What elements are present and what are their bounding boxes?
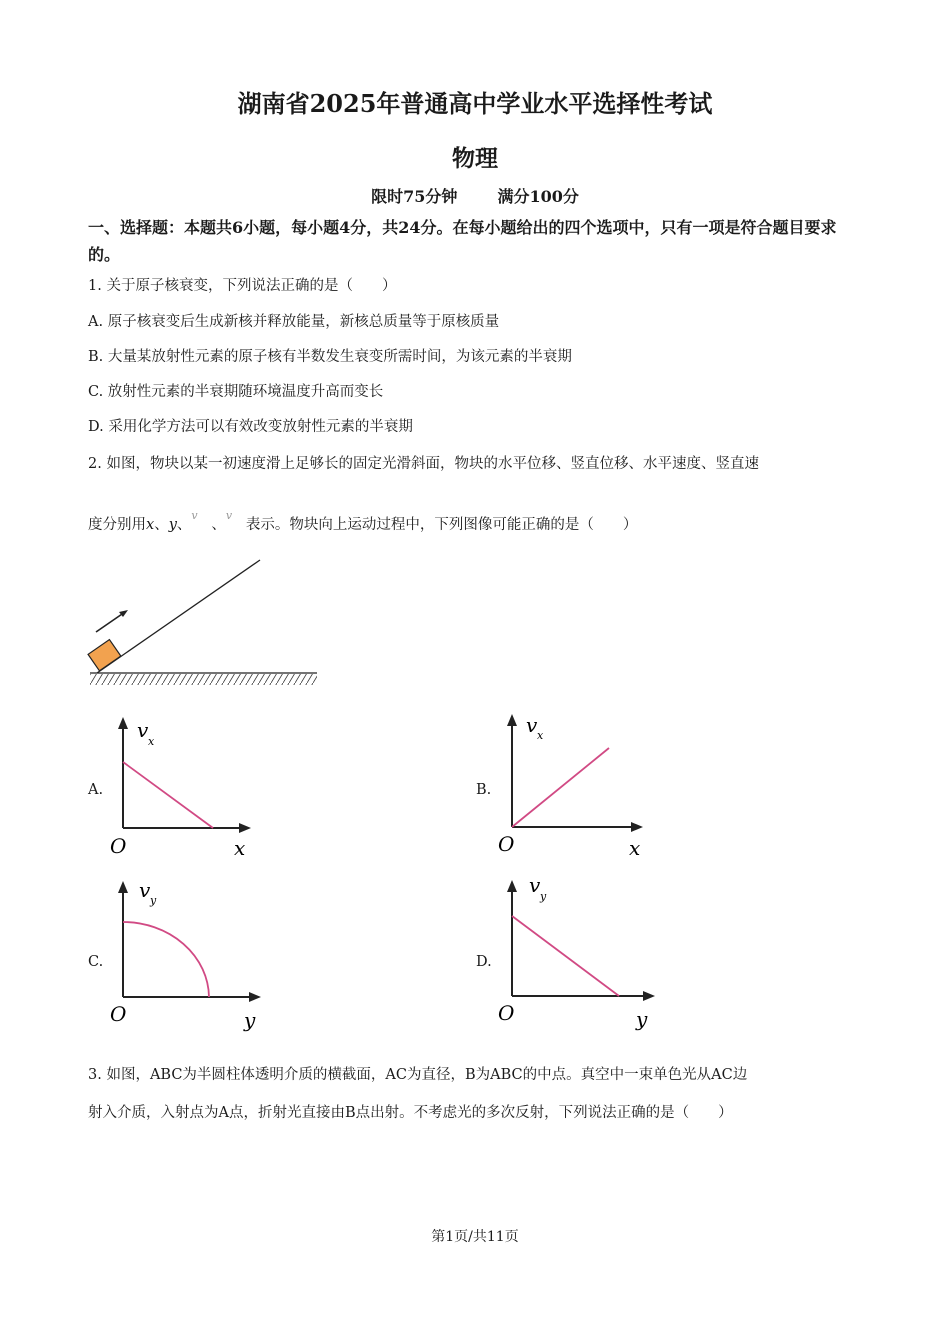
graph-c-curve [123,922,209,997]
graph-c-xlabel: y [244,1008,256,1032]
graph-b-origin: O [498,832,515,856]
graph-a-label: A. [88,782,104,798]
graph-d [495,870,665,1035]
graph-c-ysub: y [150,894,157,907]
full-score: 满分100分 [497,187,579,206]
graph-d-xlabel: y [636,1007,648,1031]
incline-figure [85,553,325,693]
graph-b [495,710,655,860]
q1-option-d: D. 采用化学方法可以有效改变放射性元素的半衰期 [88,419,413,435]
var-vy: v [225,509,233,522]
graph-d-origin: O [498,1001,515,1025]
velocity-arrow [96,612,125,632]
graph-d-label: D. [476,954,492,970]
q2-stem-line2: 度分别用x、y、v、v表示。物块向上运动过程中，下列图像可能正确的是（ ） [88,509,638,533]
graph-b-ylabel: v [526,713,538,737]
q2-stem-line1: 2. 如图，物块以某一初速度滑上足够长的固定光滑斜面，物块的水平位移、竖直位移、水平速度、竖直速 [88,456,759,472]
graph-a-curve [123,762,213,828]
q1-option-a: A. 原子核衰变后生成新核并释放能量，新核总质量等于原核质量 [88,314,500,330]
graph-b-label: B. [476,782,492,798]
section-heading: 一、选择题：本题共6小题，每小题4分，共24分。在每小题给出的四个选项中，只有一项是符合题目要求的。 [88,218,837,264]
exam-title: 湖南省2025年普通高中学业水平选择性考试 [237,89,713,118]
graph-a-ylabel: v [137,718,149,742]
graph-a-origin: O [110,834,127,858]
var-vx: v [191,509,198,522]
graph-c [105,875,265,1035]
graph-d-ylabel: v [529,873,541,897]
var-x: x [146,517,155,533]
q3-line1: 3. 如图，ABC为半圆柱体透明介质的横截面，AC为直径，B为ABC的中点。真空中一束单色光从AC边 [88,1067,748,1083]
ground-hatch [90,674,317,685]
graph-b-curve [512,748,609,827]
q1-stem: 1. 关于原子核衰变，下列说法正确的是（ ） [88,278,397,294]
graph-d-ysub: y [540,890,547,903]
graph-b-ysub: x [537,729,544,742]
q1-option-c: C. 放射性元素的半衰期随环境温度升高而变长 [88,384,384,400]
graph-c-ylabel: v [139,878,151,902]
q3-line2: 射入介质，入射点为A点，折射光直接由B点出射。不考虑光的多次反射，下列说法正确的是（ ） [88,1105,733,1121]
page-footer: 第1页/共11页 [431,1229,519,1245]
time-limit: 限时75分钟 [371,187,458,206]
graph-c-label: C. [88,954,104,970]
graph-a [105,715,265,865]
subject-title: 物理 [452,145,498,172]
var-y: y [168,517,177,533]
graph-b-xlabel: x [629,836,641,860]
graph-a-xlabel: x [234,836,246,860]
graph-a-ysub: x [148,735,155,748]
graph-d-curve [512,916,619,996]
q1-option-b: B. 大量某放射性元素的原子核有半数发生衰变所需时间，为该元素的半衰期 [88,349,572,365]
block [88,640,121,671]
exam-timing [0,184,950,207]
graph-c-origin: O [110,1002,127,1026]
